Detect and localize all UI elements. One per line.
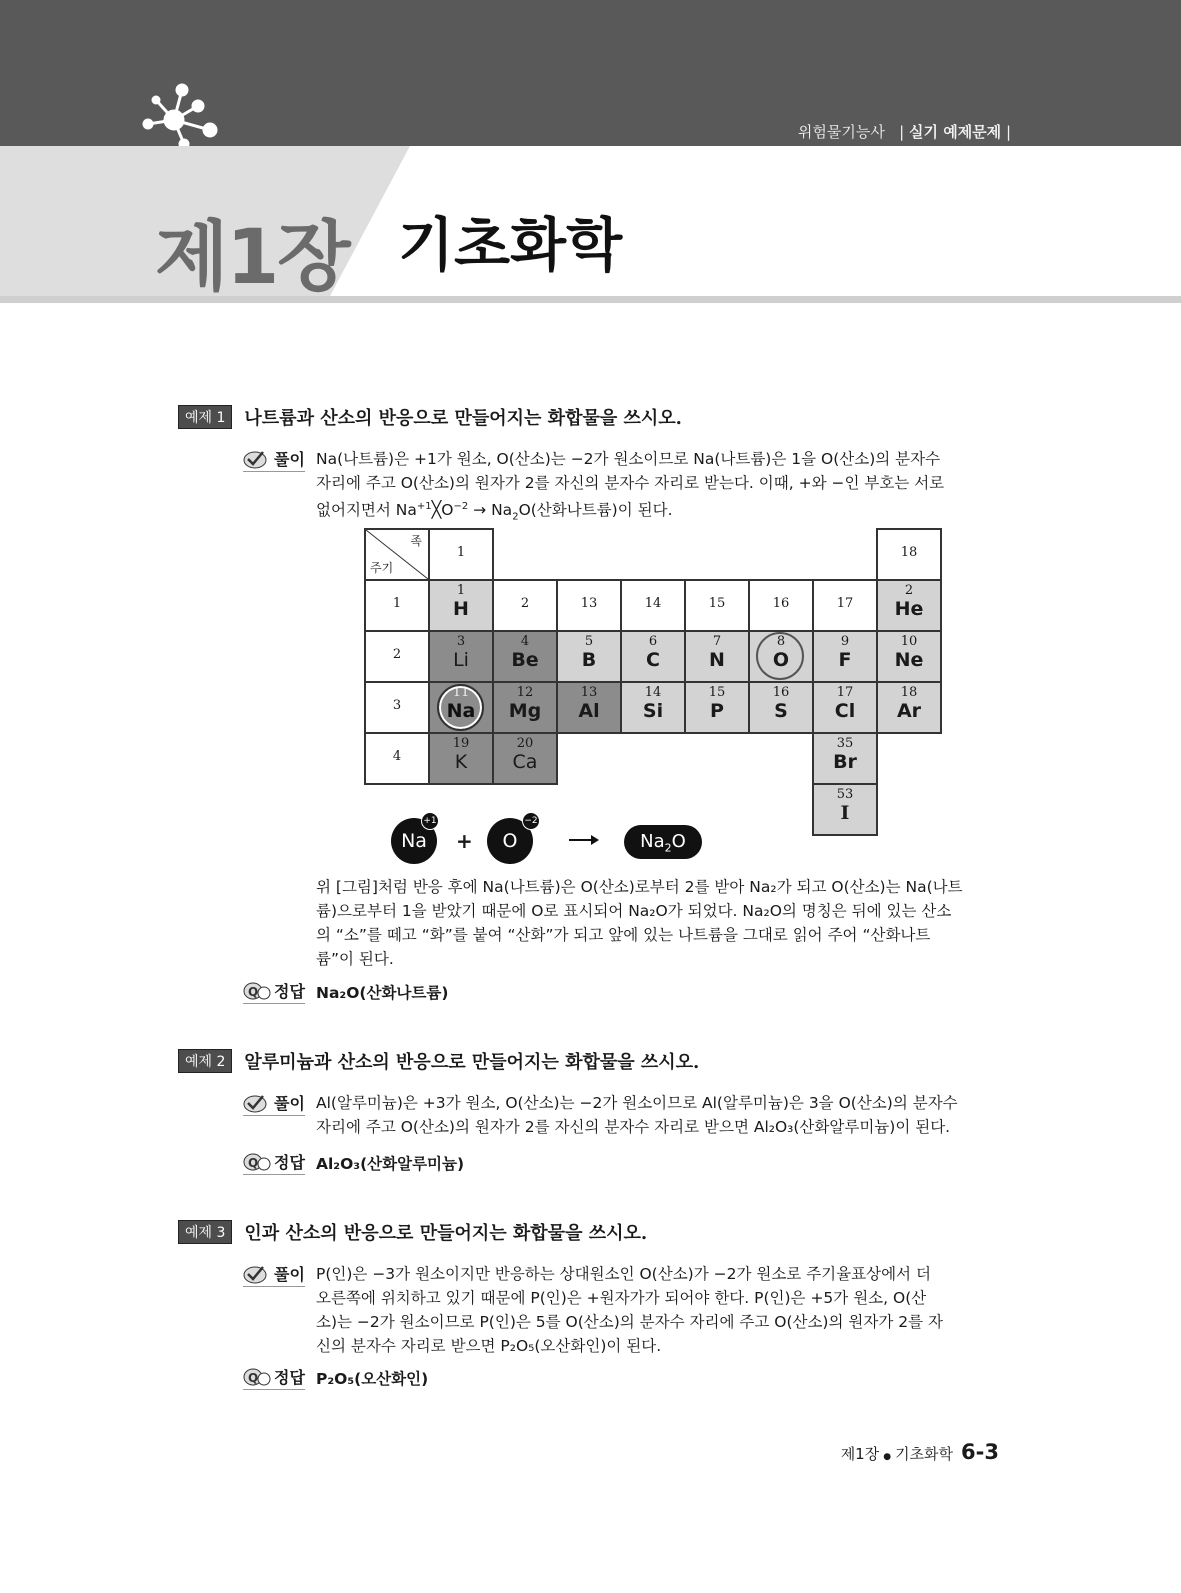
sodium-ion: Na <box>391 818 437 864</box>
example-1-solution: Na(나트륨)은 +1가 원소, O(산소)는 −2가 원소이므로 Na(나트륨)은 1을 O(산소)의 분자수 자리에 주고 O(산소)의 원자가 2를 자신의 분자수 자리로 받는다. 이때, +와 −인 부호는 서로 없어지면서 $Na^{+1}╳O^{-2} \to Na_2O$(산화나트륨)이 된다. <box>316 450 945 523</box>
oxygen-ion: O <box>487 818 533 864</box>
footer-chapter: 제1장 <box>840 1445 880 1463</box>
highlight-circle <box>756 632 804 680</box>
solution-label-2: 풀이 <box>243 1091 305 1116</box>
header-meta: 위험물기능사 | 실기 예제문제 | <box>797 123 1011 141</box>
page-footer <box>841 1440 999 1464</box>
example-1-explanation: 위 [그림]처럼 반응 후에 Na(나트륨)은 O(산소)로부터 2를 받아 Na₂가 되고 O(산소)는 Na(나트 륨)으로부터 1을 받았기 때문에 O로 표시되어 Na₂O가 되었다. Na₂O의 명칭은 뒤에 있는 산소 의 “소”를 떼고 “화”를 붙여 “산화”가 되고 앞에 있는 나트륨을 그대로 읽어 주어 “산화나트 륨”이 된다. <box>316 878 963 968</box>
solution-label-1: 풀이 <box>243 447 305 472</box>
example-2-header <box>178 1048 699 1074</box>
element-cell: 9 F <box>813 631 877 682</box>
example-2-answer: Al₂O₃(산화알루미늄) <box>316 1155 465 1173</box>
example-3-badge: 예제 3 <box>178 1220 232 1244</box>
example-1-question: 나트륨과 산소의 반응으로 만들어지는 화합물을 쓰시오. <box>244 408 682 429</box>
example-3-header <box>178 1219 647 1245</box>
molecule-icon <box>140 82 222 154</box>
element-cell: 19 K <box>429 733 493 784</box>
svg-text:Q: Q <box>248 1370 259 1385</box>
example-2-question: 알루미늄과 산소의 반응으로 만들어지는 화합물을 쓰시오. <box>244 1052 700 1073</box>
period-header: 1 <box>365 580 429 631</box>
element-cell: 4 Be <box>493 631 557 682</box>
sodium-charge: +1 <box>421 812 439 830</box>
pencil-check-icon <box>243 448 271 470</box>
cross-icon: ╳ <box>431 500 442 520</box>
group-header: 2 <box>493 580 557 631</box>
svg-text:Q: Q <box>248 984 259 999</box>
example-2-solution: Al(알루미늄)은 +3가 원소, O(산소)는 −2가 원소이므로 Al(알루미늄)은 3을 O(산소)의 분자수 자리에 주고 O(산소)의 원자가 2를 자신의 분자수 자리로 받으면 Al₂O₃(산화알루미늄)이 된다. <box>316 1094 958 1136</box>
example-3-solution: P(인)은 −3가 원소이지만 반응하는 상대원소인 O(산소)가 −2가 원소로 주기율표상에서 더 오른쪽에 위치하고 있기 때문에 P(인)은 +원자가가 되어야 한다. P(인)은 +5가 원소, O(산 소)는 −2가 원소이므로 P(인)은 5를 O(산소)의 분자수 자리에 주고 O(산소)의 원자가 2를 자 신의 분자수 자리로 받으면 P₂O₅(오산화인)이 된다. <box>316 1265 943 1355</box>
element-cell: 1 H <box>429 580 493 631</box>
answer-icon <box>243 981 271 1001</box>
pencil-check-icon <box>243 1092 271 1114</box>
svg-text:Q: Q <box>248 1155 259 1170</box>
element-cell-oxygen: 8 O <box>749 631 813 682</box>
group-header: 13 <box>557 580 621 631</box>
product-sodium-oxide: $Na_2O$ <box>624 825 702 859</box>
periodic-table <box>364 528 942 836</box>
element-cell: 20 Ca <box>493 733 557 784</box>
plus-sign: + <box>456 829 473 853</box>
element-cell: 2 He <box>877 580 941 631</box>
element-cell: 3 Li <box>429 631 493 682</box>
element-cell: 7 N <box>685 631 749 682</box>
element-cell: 14 Si <box>621 682 685 733</box>
page-number: 6-3 <box>961 1440 999 1464</box>
footer-title: 기초화학 <box>895 1445 954 1463</box>
chapter-number: 제1장 <box>155 212 349 301</box>
group-header: 1 <box>429 529 493 580</box>
answer-label-2: Q 정답 <box>243 1150 305 1175</box>
element-cell: 16 S <box>749 682 813 733</box>
example-1-header <box>178 404 682 430</box>
element-cell: 17 Cl <box>813 682 877 733</box>
example-3-question: 인과 산소의 반응으로 만들어지는 화합물을 쓰시오. <box>244 1223 648 1244</box>
example-3-answer: P₂O₅(오산화인) <box>316 1370 429 1388</box>
element-cell: 35 Br <box>813 733 877 784</box>
group-header: 15 <box>685 580 749 631</box>
section-title: 실기 예제문제 <box>909 123 1002 141</box>
answer-icon <box>243 1152 271 1172</box>
answer-label-1: Q 정답 <box>243 979 305 1004</box>
element-cell: 6 C <box>621 631 685 682</box>
footer-bullet: ● <box>883 1452 892 1462</box>
element-cell: 5 B <box>557 631 621 682</box>
pencil-check-icon <box>243 1263 271 1285</box>
book-title: 위험물기능사 <box>797 123 885 141</box>
answer-label-3: Q 정답 <box>243 1365 305 1390</box>
element-cell: 15 P <box>685 682 749 733</box>
element-cell-sodium: 11 Na <box>429 682 493 733</box>
chapter-title: 기초화학 <box>398 211 623 279</box>
example-2-badge: 예제 2 <box>178 1049 232 1073</box>
element-cell: 53 I <box>813 784 877 835</box>
group-header: 14 <box>621 580 685 631</box>
example-1-answer: Na₂O(산화나트륨) <box>316 984 449 1002</box>
solution-label-3: 풀이 <box>243 1262 305 1287</box>
group-header: 17 <box>813 580 877 631</box>
element-cell: 12 Mg <box>493 682 557 733</box>
period-header: 4 <box>365 733 429 784</box>
period-header: 3 <box>365 682 429 733</box>
table-corner: 족 주기 <box>365 529 429 580</box>
period-header: 2 <box>365 631 429 682</box>
element-cell: 18 Ar <box>877 682 941 733</box>
element-cell: 10 Ne <box>877 631 941 682</box>
answer-icon <box>243 1367 271 1387</box>
oxygen-charge: −2 <box>522 812 540 830</box>
example-1-badge: 예제 1 <box>178 405 232 429</box>
group-header: 16 <box>749 580 813 631</box>
element-cell: 13 Al <box>557 682 621 733</box>
arrow-right-icon <box>569 834 599 846</box>
group-header: 18 <box>877 529 941 580</box>
